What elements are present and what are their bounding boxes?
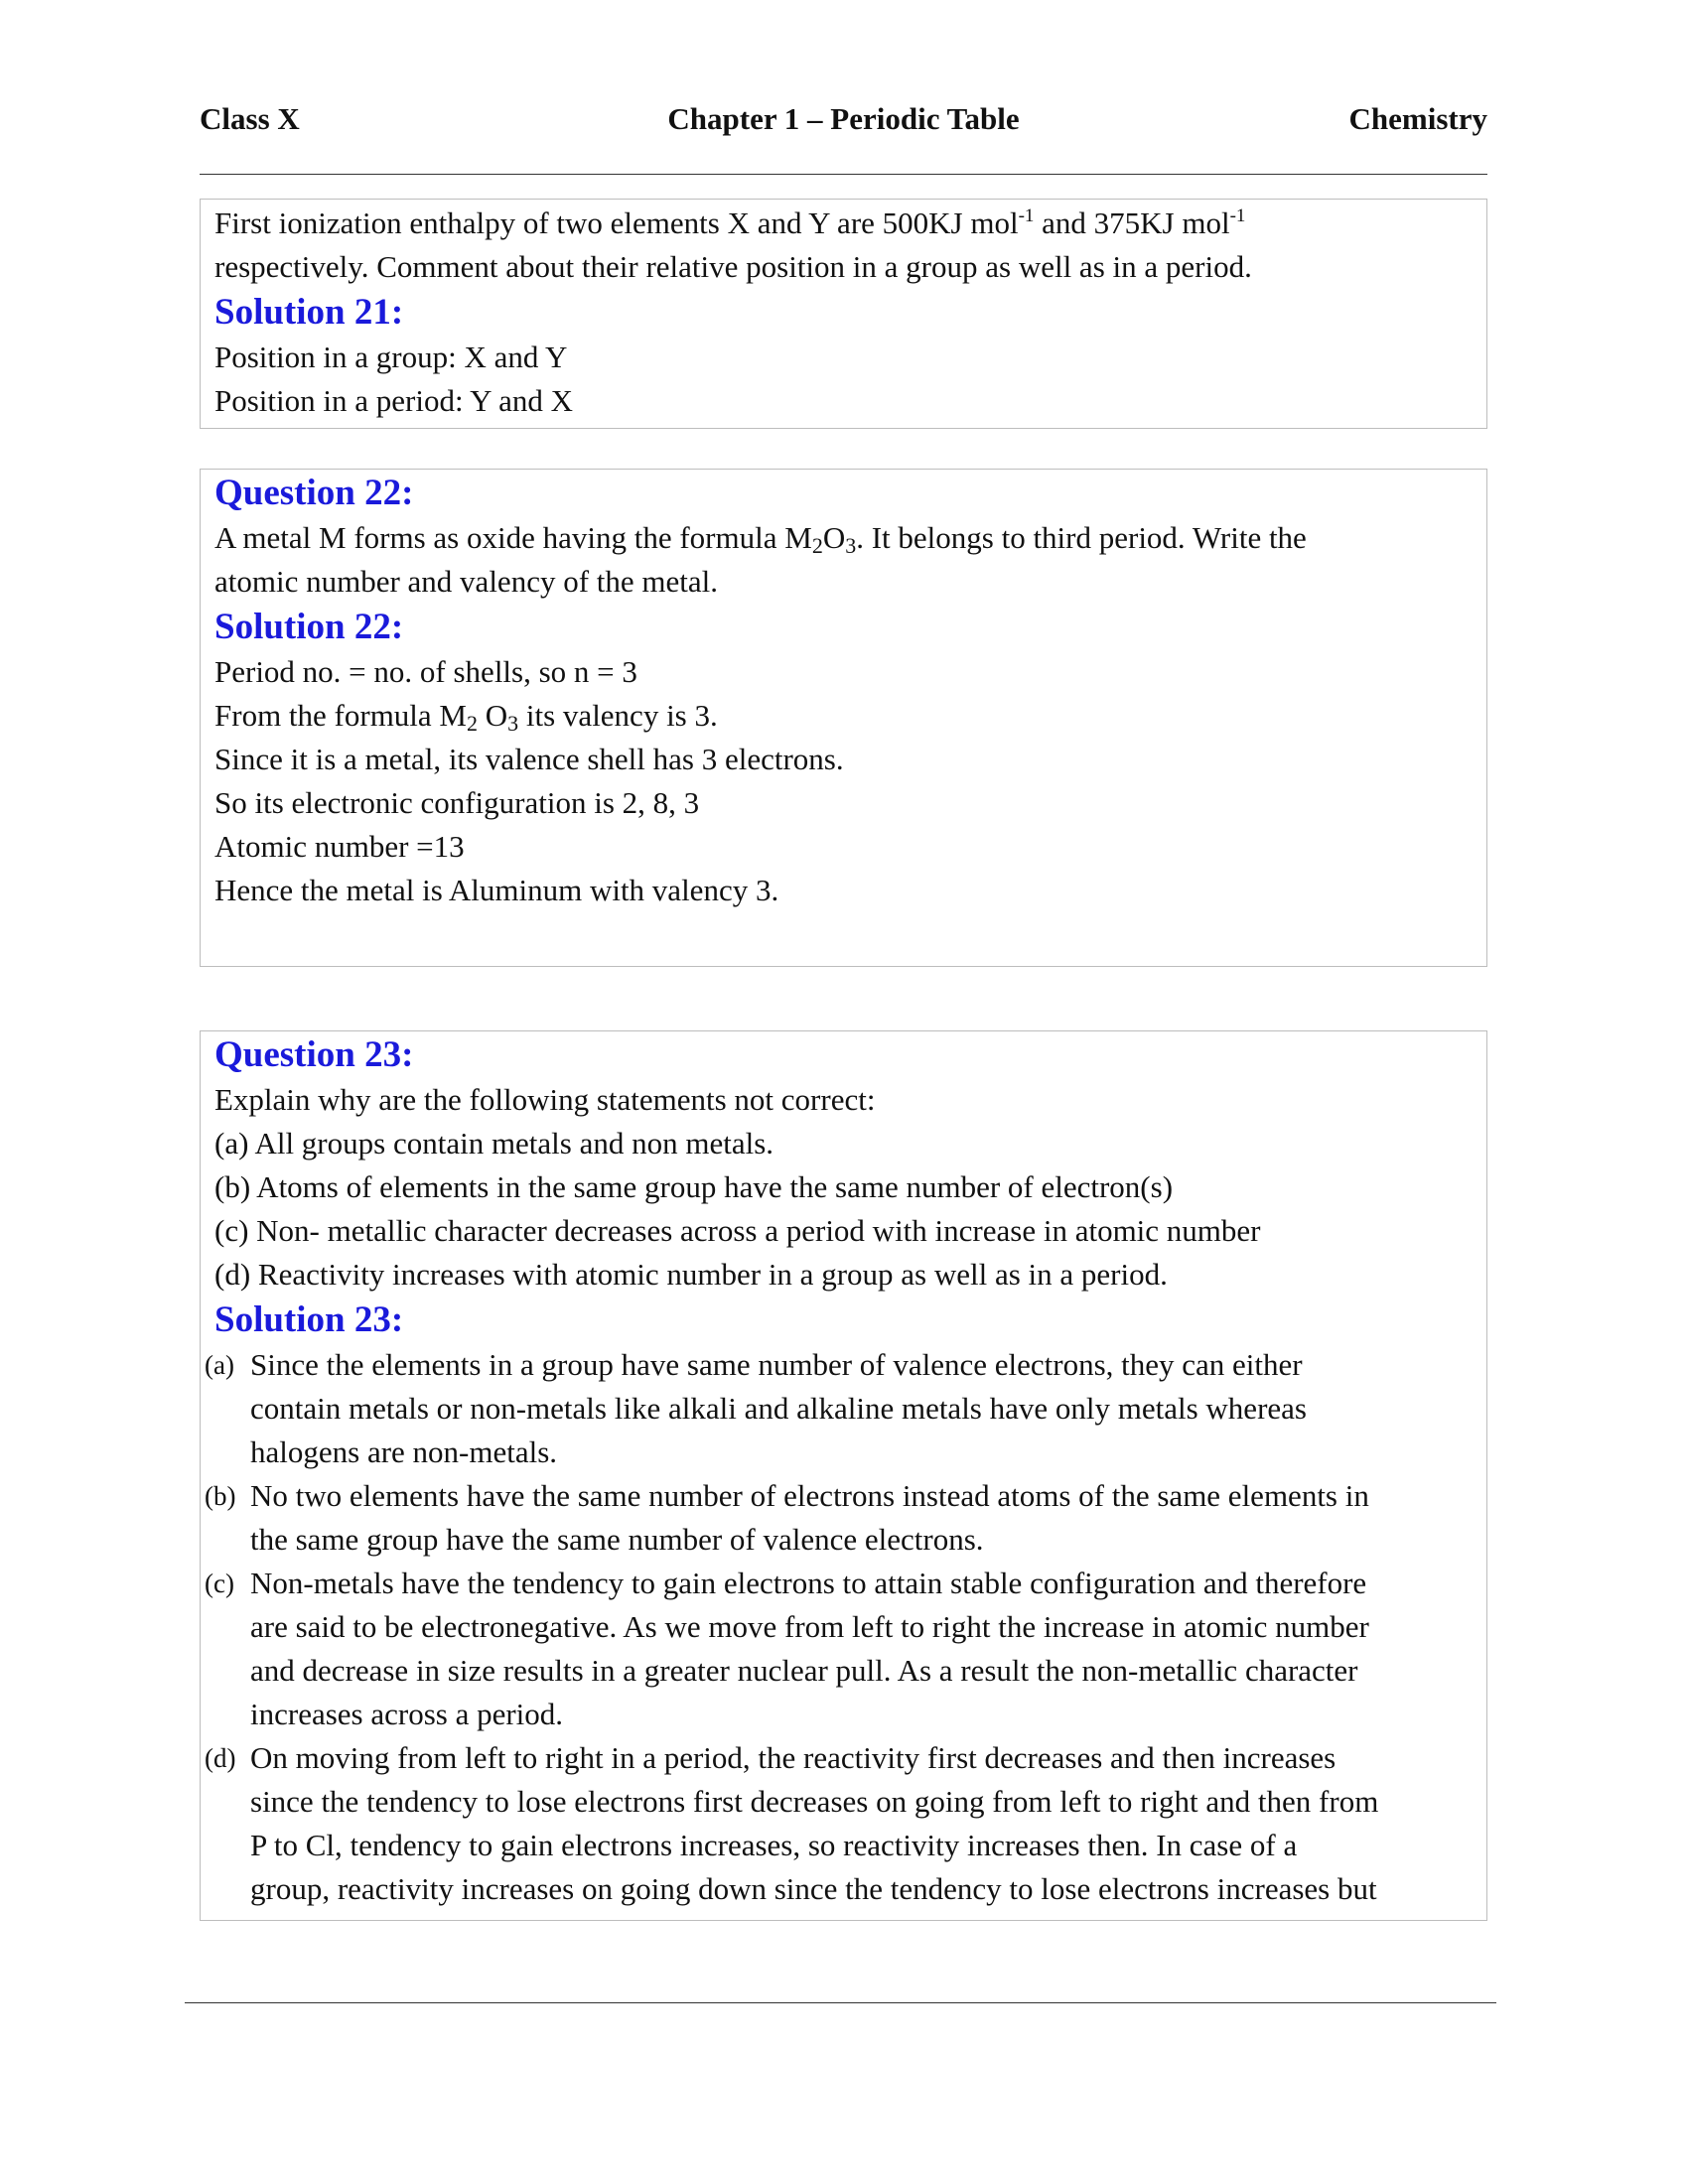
q23-statement: (b) Atoms of elements in the same group have the same number of electron(s) <box>214 1169 1174 1204</box>
answer-line: halogens are non-metals. <box>250 1434 558 1469</box>
header-subject: Chemistry <box>1348 101 1487 136</box>
question-23-box <box>200 1030 1487 1921</box>
solution-23-heading: Solution 23: <box>214 1299 404 1340</box>
page-header <box>200 97 1487 141</box>
question-23-heading: Question 23: <box>214 1034 414 1075</box>
solution-22-line: From the formula $M_2$ $O_3$ its valency is 3. <box>214 698 718 736</box>
solution-21-heading: Solution 21: <box>214 292 404 333</box>
solution-22-line: Period no. = no. of shells, so n = 3 <box>214 654 637 689</box>
solution-21-line: Position in a group: X and Y <box>214 340 568 374</box>
question-21-box <box>200 199 1487 429</box>
solution-23-item-d <box>205 1736 1473 1911</box>
q23-statement: (d) Reactivity increases with atomic number in a group as well as in a period. <box>214 1257 1168 1292</box>
solution-23-item-b <box>205 1474 1473 1562</box>
answer-line: increases across a period. <box>250 1697 564 1731</box>
header-class: Class X <box>200 101 300 136</box>
q21-text-line1: First ionization enthalpy of two elements X and Y are 500KJ mol$^{-1}$ and 375KJ mol$^{-1}$ <box>214 205 1246 240</box>
question-22-box <box>200 469 1487 967</box>
answer-line: and decrease in size results in a greater nuclear pull. As a result the non-metallic character <box>250 1653 1358 1688</box>
answer-line: since the tendency to lose electrons first decreases on going from left to right and then from <box>250 1784 1379 1819</box>
q21-text-line2: respectively. Comment about their relative position in a group as well as in a period. <box>214 249 1252 284</box>
q22-text-line2: atomic number and valency of the metal. <box>214 564 719 599</box>
solution-22-line: Hence the metal is Aluminum with valency 3. <box>214 873 779 907</box>
item-label: (b) <box>205 1481 236 1511</box>
answer-line: On moving from left to right in a period, the reactivity first decreases and then increases <box>250 1740 1336 1775</box>
answer-line: Non-metals have the tendency to gain electrons to attain stable configuration and therefore <box>250 1566 1367 1600</box>
solution-22-line: So its electronic configuration is 2, 8, 3 <box>214 785 700 820</box>
answer-line: Since the elements in a group have same number of valence electrons, they can either <box>250 1347 1303 1382</box>
solution-22-line: Atomic number =13 <box>214 829 465 864</box>
question-22-heading: Question 22: <box>214 473 414 513</box>
item-label: (d) <box>205 1743 236 1773</box>
footer-rule <box>185 2002 1496 2003</box>
answer-line: the same group have the same number of valence electrons. <box>250 1522 984 1557</box>
solution-21-line: Position in a period: Y and X <box>214 383 574 418</box>
item-label: (a) <box>205 1350 234 1380</box>
solution-23-item-c <box>205 1562 1473 1736</box>
answer-line: contain metals or non-metals like alkali and alkaline metals have only metals whereas <box>250 1391 1307 1426</box>
solution-23-list <box>205 1343 1473 1911</box>
answer-line: No two elements have the same number of electrons instead atoms of the same elements in <box>250 1478 1369 1513</box>
q23-statement: (c) Non- metallic character decreases across a period with increase in atomic number <box>214 1213 1261 1248</box>
header-chapter: Chapter 1 – Periodic Table <box>667 101 1020 136</box>
solution-23-item-a <box>205 1343 1473 1474</box>
q23-intro: Explain why are the following statements not correct: <box>214 1082 876 1117</box>
q23-statement: (a) All groups contain metals and non metals. <box>214 1126 774 1160</box>
answer-line: group, reactivity increases on going down since the tendency to lose electrons increases but <box>250 1871 1377 1906</box>
solution-22-heading: Solution 22: <box>214 607 404 647</box>
answer-line: P to Cl, tendency to gain electrons increases, so reactivity increases then. In case of a <box>250 1828 1298 1862</box>
solution-22-line: Since it is a metal, its valence shell has 3 electrons. <box>214 742 844 776</box>
item-label: (c) <box>205 1569 234 1598</box>
header-rule <box>200 174 1487 175</box>
answer-line: are said to be electronegative. As we move from left to right the increase in atomic number <box>250 1609 1369 1644</box>
q22-text-line1: A metal M forms as oxide having the formula $M_2O_3$. It belongs to third period. Write the <box>214 520 1307 558</box>
